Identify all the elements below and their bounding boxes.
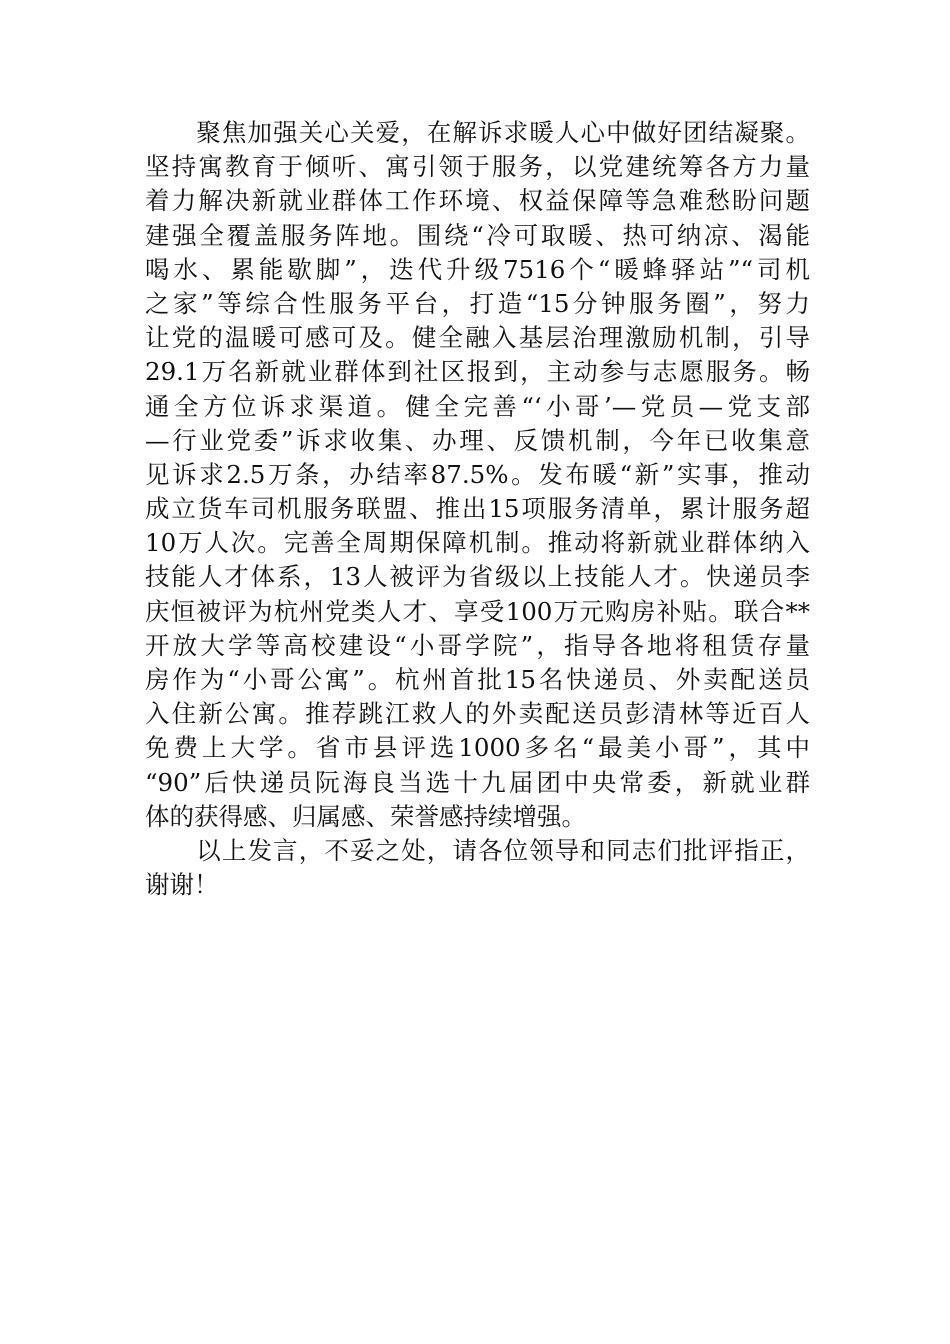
paragraph-line: 喝水、累能歇脚”，迭代升级7516个“暖蜂驿站”“司机 xyxy=(145,254,810,284)
paragraph-line: 免费上大学。省市县评选1000多名“最美小哥”，其中 xyxy=(145,733,810,763)
document-body xyxy=(145,116,810,902)
paragraph-line: 技能人才体系，13人被评为省级以上技能人才。快递员李 xyxy=(145,562,810,592)
paragraph-line: —行业党委”诉求收集、办理、反馈机制，今年已收集意 xyxy=(145,425,810,455)
paragraph-line: 之家”等综合性服务平台，打造“15分钟服务圈”，努力 xyxy=(145,288,810,318)
paragraph-line: 见诉求2.5万条，办结率87.5%。发布暖“新”实事，推动 xyxy=(145,459,810,489)
paragraph-line: 建强全覆盖服务阵地。围绕“冷可取暖、热可纳凉、渴能 xyxy=(145,220,810,250)
paragraph-2 xyxy=(145,834,810,902)
paragraph-1 xyxy=(145,116,810,834)
paragraph-line: 开放大学等高校建设“小哥学院”，指导各地将租赁存量 xyxy=(145,630,810,660)
paragraph-line: 让党的温暖可感可及。健全融入基层治理激励机制，引导 xyxy=(145,323,810,353)
paragraph-line: 10万人次。完善全周期保障机制。推动将新就业群体纳入 xyxy=(145,528,810,558)
paragraph-line: 以上发言，不妥之处，请各位领导和同志们批评指正， xyxy=(145,835,810,865)
paragraph-line: 聚焦加强关心关爱，在解诉求暖人心中做好团结凝聚。 xyxy=(145,118,810,147)
paragraph-line: 房作为“小哥公寓”。杭州首批15名快递员、外卖配送员 xyxy=(145,665,810,694)
paragraph-line: 入住新公寓。推荐跳江救人的外卖配送员彭清林等近百人 xyxy=(145,699,810,729)
paragraph-line: 通全方位诉求渠道。健全完善“‘小哥’—党员—党支部 xyxy=(145,391,810,421)
paragraph-line: “90”后快递员阮海良当选十九届团中央常委，新就业群 xyxy=(145,767,810,797)
paragraph-line: 体的获得感、归属感、荣誉感持续增强。 xyxy=(145,801,586,831)
paragraph-line: 坚持寓教育于倾听、寓引领于服务，以党建统筹各方力量 xyxy=(145,152,810,182)
paragraph-line: 成立货车司机服务联盟、推出15项服务清单，累计服务超 xyxy=(145,494,810,524)
paragraph-line: 29.1万名新就业群体到社区报到，主动参与志愿服务。畅 xyxy=(145,357,810,387)
paragraph-line: 庆恒被评为杭州党类人才、享受100万元购房补贴。联合** xyxy=(145,596,810,626)
paragraph-line: 谢谢！ xyxy=(145,870,219,900)
paragraph-line: 着力解决新就业群体工作环境、权益保障等急难愁盼问题 xyxy=(145,186,810,216)
